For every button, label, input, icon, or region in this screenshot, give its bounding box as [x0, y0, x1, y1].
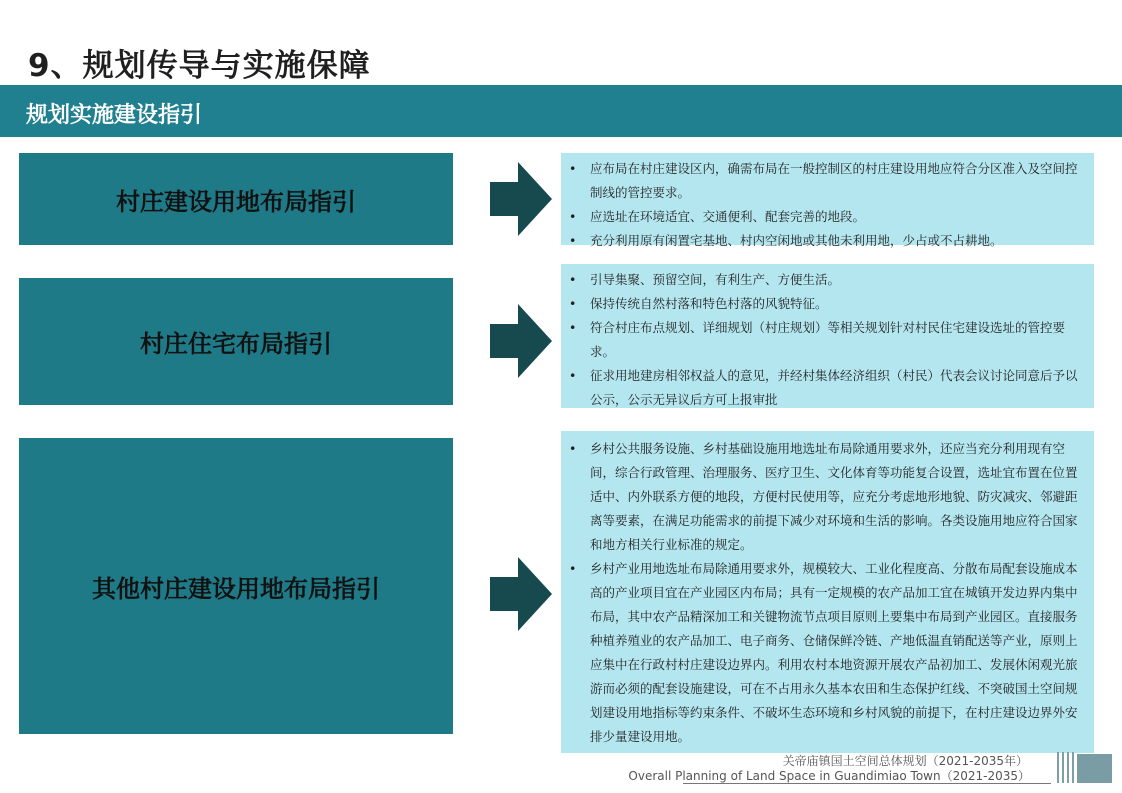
arrow-right-icon [490, 304, 552, 378]
guide-heading-box-2 [19, 278, 453, 405]
page-title: 9、规划传导与实施保障 [28, 48, 371, 84]
guide-content-box-1 [561, 153, 1094, 248]
arrow-right-icon [490, 557, 552, 631]
guide-heading-box-1 [19, 153, 453, 245]
list-item: • 征求用地建房相邻权益人的意见，并经村集体经济组织（村民）代表会议讨论同意后予以公示，公示无异议后方可上报审批 [567, 364, 1082, 412]
guide-bullet-list-2 [567, 268, 1082, 412]
guide-bullet-list-1 [567, 157, 1082, 253]
guide-content-box-2 [561, 264, 1094, 408]
footer-title-cn: 关帝庙镇国土空间总体规划（2021-2035年） [782, 754, 1028, 768]
list-item: • 应选址在环境适宜、交通便利、配套完善的地段。 [567, 205, 1082, 229]
list-item: • 符合村庄布点规划、详细规划（村庄规划）等相关规划针对村民住宅建设选址的管控要求。 [567, 316, 1082, 364]
guide-content-box-3 [561, 431, 1094, 753]
guide-heading-box-3 [19, 438, 453, 734]
list-item: • 引导集聚、预留空间，有利生产、方便生活。 [567, 268, 1082, 292]
section-header-bar [0, 85, 1122, 137]
list-item: • 乡村产业用地选址布局除通用要求外，规模较大、工业化程度高、分散布局配套设施成本高的产业项目宜在产业园区内布局；具有一定规模的农产品加工宜在城镇开发边界内集中布局，其中农产品精深加工和关键物流节点项目原则上要集中布局到产业园区。直接服务种植养殖业的农产品加工、电子商务、仓储保鲜冷链、产地低温直销配送等产业，原则上应集中在行政村村庄建设边界内。利用农村本地资源开展农产品初加工、发展休闲观光旅游而必须的配套设施建设，可在不占用永久基本农田和生态保护红线、不突破国土空间规划建设用地指标等约束条件、不破坏生态环境和乡村风貌的前提下，在村庄建设边界外安排少量建设用地。 [567, 557, 1082, 749]
list-item: • 保持传统自然村落和特色村落的风貌特征。 [567, 292, 1082, 316]
section-title: 规划实施建设指引 [26, 103, 203, 128]
arrow-right-icon [490, 162, 552, 236]
guide-heading-3: 其他村庄建设用地布局指引 [92, 574, 380, 603]
footer-title-en: Overall Planning of Land Space in Guandimiao Town（2021-2035） [628, 769, 1030, 783]
list-item: • 应布局在村庄建设区内，确需布局在一般控制区的村庄建设用地应符合分区准入及空间控制线的管控要求。 [567, 157, 1082, 205]
guide-heading-1: 村庄建设用地布局指引 [116, 187, 356, 216]
list-item: • 充分利用原有闲置宅基地、村内空闲地或其他未利用地，少占或不占耕地。 [567, 229, 1082, 253]
footer-divider [683, 783, 1051, 784]
guide-heading-2: 村庄住宅布局指引 [140, 330, 332, 358]
list-item: • 乡村公共服务设施、乡村基础设施用地选址布局除通用要求外，还应当充分利用现有空间，综合行政管理、治理服务、医疗卫生、文化体育等功能复合设置，选址宜布置在位置适中、内外联系方便的地段，方便村民使用等，应充分考虑地形地貌、防灾减灾、邻避距离等要素，在满足功能需求的前提下减少对环境和生活的影响。各类设施用地应符合国家和地方相关行业标准的规定。 [567, 437, 1082, 557]
guide-bullet-list-3 [567, 437, 1082, 749]
footer-block-decoration [1077, 754, 1112, 783]
